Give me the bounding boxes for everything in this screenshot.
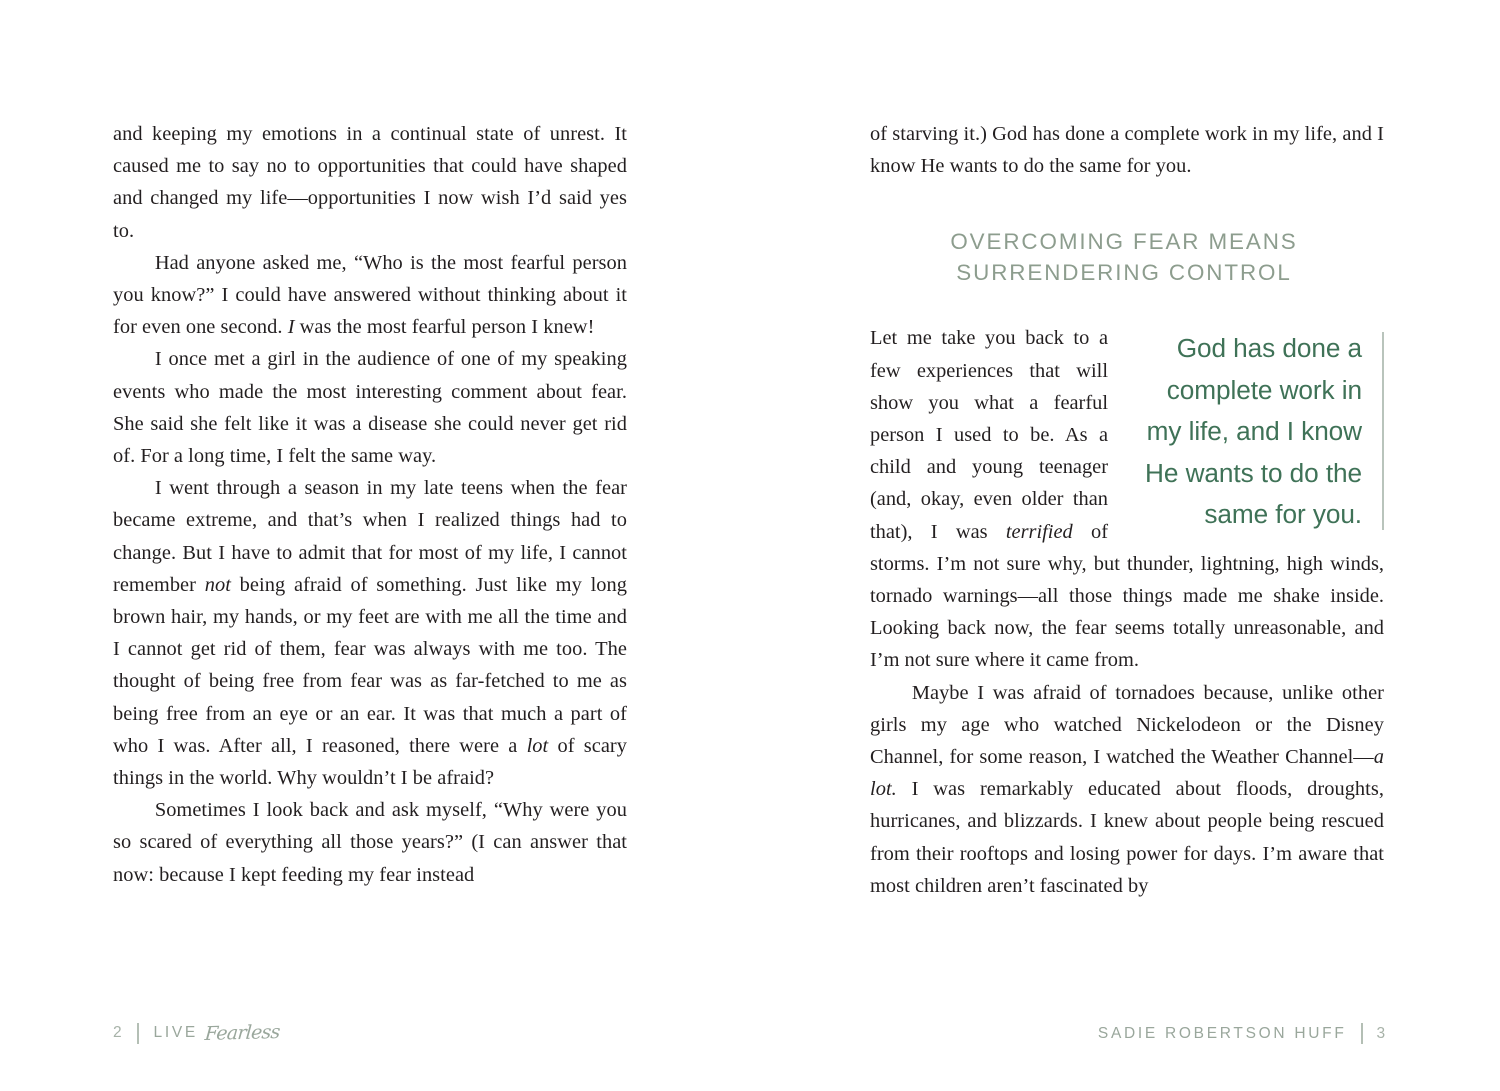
running-foot-left: [113, 1022, 280, 1044]
paragraph-sometimes-i-look-back: Sometimes I look back and ask myself, “Why were you so scared of everything all those years?” (I can answer that now: because I kept feeding my fear instead: [113, 799, 627, 886]
paragraph-text-post: of storms. I’m not sure why, but thunder, lightning, high winds, tornado warnings—all those things made me shake inside. Looking back now, the fear seems totally unreasonable, and I’m not sure where it came from.: [870, 520, 1384, 672]
emphasis-i: I: [287, 316, 295, 339]
paragraph-late-teens: [113, 472, 627, 794]
folio-divider-icon: [1361, 1023, 1363, 1044]
folio-divider-icon: [137, 1023, 139, 1044]
page-number-left: 2: [113, 1024, 124, 1041]
running-foot-right: [1098, 1023, 1387, 1044]
section-heading-block: [870, 226, 1384, 288]
paragraph-continuation: and keeping my emotions in a continual state of unrest. It caused me to say no to opportunities that could have shaped and changed my life—opportunities I now wish I’d said yes to.: [113, 123, 627, 242]
right-page: [750, 0, 1500, 1091]
wrapped-text-region: [870, 322, 1384, 676]
paragraph-text-mid: being afraid of something. Just like my long brown hair, my hands, or my feet are with me all the time and I cannot get rid of them, fear was always with me too. The thought of being free from fear was as far-fetched to me as being free from an eye or an ear. It was that much a part of who I was. After all, I reasoned, there were a: [113, 573, 627, 757]
page-number-right: 3: [1376, 1024, 1387, 1042]
paragraph-text-pre: Maybe I was afraid of tornadoes because, unlike other girls my age who watched Nickelodeon or the Disney Channel, for some reason, I watched the Weather Channel—: [870, 681, 1384, 769]
paragraph-text-pre: Had anyone asked me, “Who is the most fearful person you know?” I could have answered without thinking about it for even one second.: [113, 251, 627, 339]
book-title-script: Fearless: [203, 1021, 281, 1045]
paragraph-text-post: of scary things in the world. Why wouldn’t I be afraid?: [113, 734, 627, 790]
pull-quote-text: God has done a complete work in my life, and I know He wants to do the same for you.: [1145, 333, 1362, 530]
emphasis-a-lot: a lot.: [870, 746, 1384, 801]
paragraph-text-pre: I went through a season in my late teens when the fear became extreme, and that’s when I realized things had to change. But I have to admit that for most of my life, I cannot remember: [113, 477, 627, 596]
section-heading-line-2: SURRENDERING CONTROL: [956, 260, 1292, 286]
paragraph-maybe-i-was-afraid: [870, 677, 1384, 902]
pull-quote-rule: [1382, 332, 1384, 530]
paragraph-text-post: I was remarkably educated about floods, droughts, hurricanes, and blizzards. I knew about people being rescued from their rooftops and losing power for days. I’m aware that most children aren’t fascinated by: [870, 778, 1384, 897]
paragraph-of-starving-it: of starving it.) God has done a complete work in my life, and I know He wants to do the same for you.: [870, 123, 1384, 178]
emphasis-terrified: terrified: [1005, 520, 1073, 543]
book-title-main: LIVE: [153, 1024, 198, 1041]
author-name: SADIE ROBERTSON HUFF: [1097, 1024, 1347, 1042]
left-page-text-block: [113, 118, 627, 891]
emphasis-not: not: [204, 573, 231, 596]
section-heading-line-1: OVERCOMING FEAR MEANS: [950, 229, 1298, 255]
emphasis-lot: lot: [526, 734, 549, 757]
paragraph-most-fearful-person: [113, 247, 627, 344]
pull-quote-block: [1134, 328, 1384, 536]
paragraph-girl-in-audience: I once met a girl in the audience of one of my speaking events who made the most interesting comment about fear. She said she felt like it was a disease she could never get rid of. For a long time, I felt the same way.: [113, 348, 627, 468]
paragraph-text-post: was the most fearful person I knew!: [294, 316, 595, 339]
right-page-text-block: [870, 118, 1384, 902]
paragraph-text-pre: Let me take you back to a few experiences that will show you what a fearful person I used to be. As a child and young teenager (and, okay, even older than that), I was: [870, 327, 1108, 543]
